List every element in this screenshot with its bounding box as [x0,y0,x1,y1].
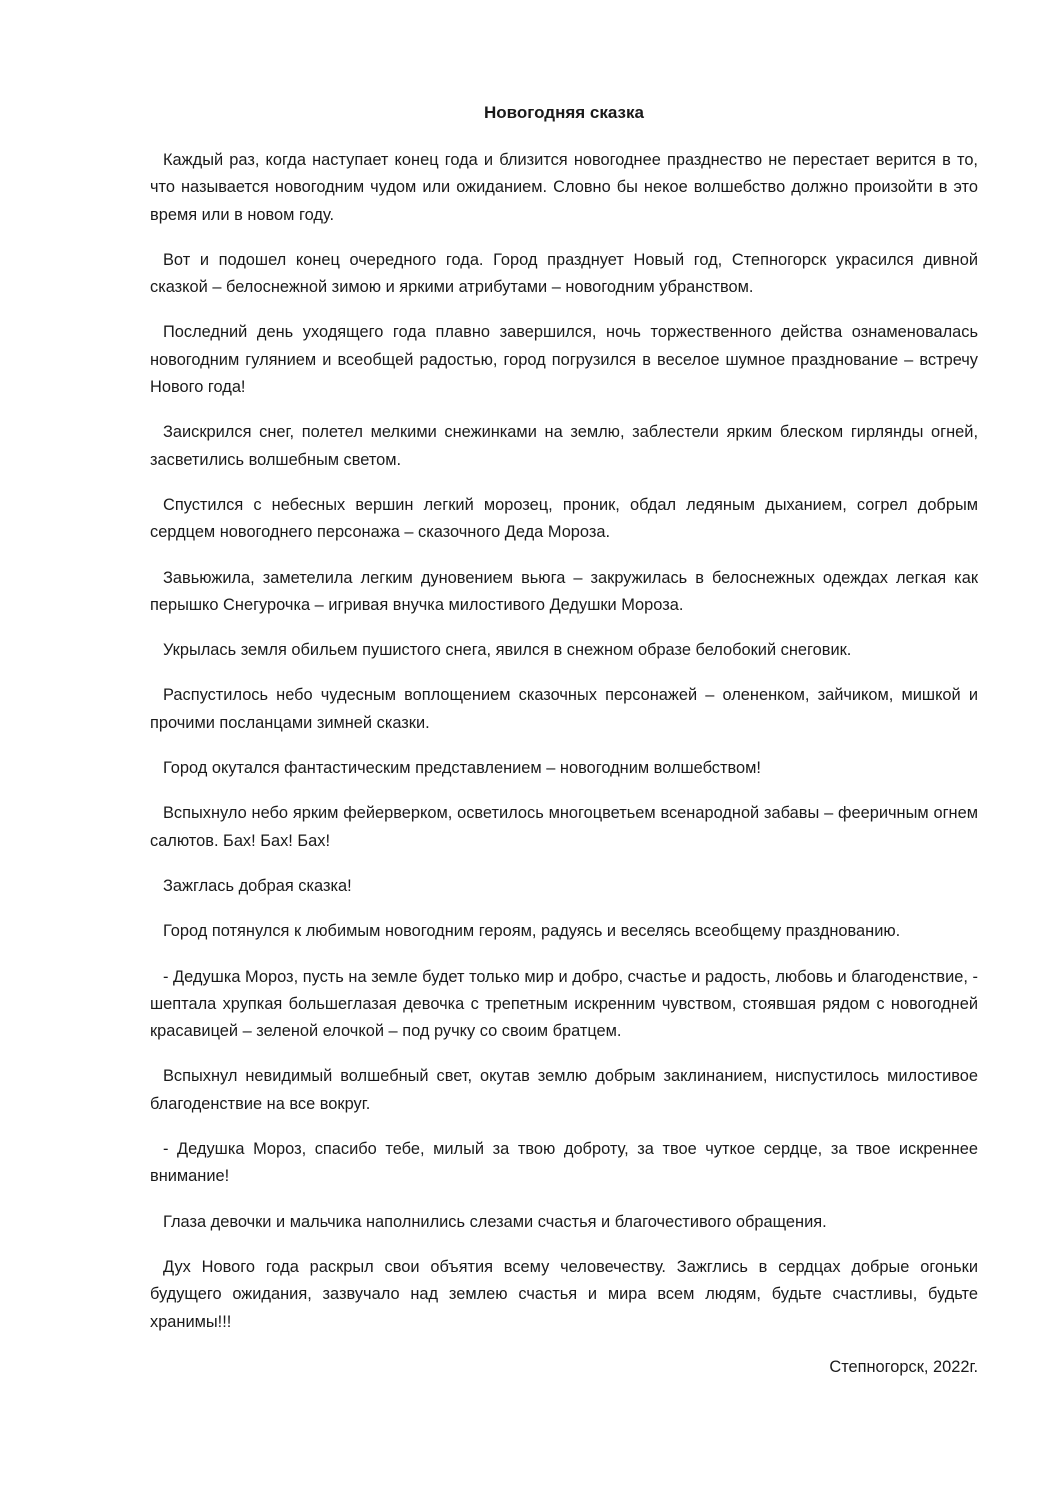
paragraph-2: Вот и подошел конец очередного года. Город празднует Новый год, Степногорск украсился дивной сказкой – белоснежной зимою и яркими атрибутами – новогодним убранством. [150,250,978,297]
paragraph-14: Вспыхнул невидимый волшебный свет, окутав землю добрым заклинанием, ниспустилось милостивое благоденствие на все вокруг. [150,1067,978,1113]
signature-place-date: Степногорск, 2022г. [829,1357,978,1376]
paragraph-7: Укрылась земля обильем пушистого снега, явился в снежном образе белобокий снеговик. [163,641,852,660]
document-title: Новогодняя сказка [484,103,644,122]
paragraph-4: Заискрился снег, полетел мелкими снежинками на землю, заблестели ярким блеском гирлянды огней, засветились волшебным светом. [150,423,978,469]
paragraph-10: Вспыхнуло небо ярким фейерверком, осветилось многоцветьем всенародной забавы – фееричным огнем салютов. Бах! Бах! Бах! [150,804,978,850]
paragraph-11: Зажглась добрая сказка! [163,876,352,895]
paragraph-16: Глаза девочки и мальчика наполнились слезами счастья и благочестивого обращения. [163,1212,827,1231]
paragraph-3: Последний день уходящего года плавно завершился, ночь торжественного действа ознаменовалась новогодним гулянием и всеобщей радостью, город погрузился в веселое шумное празднование – встречу Нового года! [150,323,978,397]
paragraph-15: - Дедушка Мороз, спасибо тебе, милый за твою доброту, за твое чуткое сердце, за твое искреннее внимание! [150,1140,978,1186]
document-page [150,100,978,1381]
paragraph-1: Каждый раз, когда наступает конец года и близится новогоднее празднество не перестает верится в то, что называется новогодним чудом или ожиданием. Словно бы некое волшебство должно произойти в это время или в новом году. [150,151,978,224]
paragraph-17: Дух Нового года раскрыл свои объятия всему человечеству. Зажглись в сердцах добрые огоньки будущего ожидания, зазвучало над землею счастья и мира всем людям, будьте счастливы, будьте хранимы!!! [150,1257,978,1331]
paragraph-9: Город окутался фантастическим представлением – новогодним волшебством! [163,759,761,778]
paragraph-6: Завьюжила, заметелила легким дуновением вьюга – закружилась в белоснежных одеждах легкая как перышко Снегурочка – игривая внучка милостивого Дедушки Мороза. [150,568,978,614]
paragraph-5: Спустился с небесных вершин легкий морозец, проник, обдал ледяным дыханием, согрел добрым сердцем новогоднего персонажа – сказочного Деда Мороза. [150,495,978,542]
paragraph-12: Город потянулся к любимым новогодним героям, радуясь и веселясь всеобщему празднованию. [163,922,901,941]
paragraph-13: - Дедушка Мороз, пусть на земле будет только мир и добро, счастье и радость, любовь и благоденствие, - шептала хрупкая большеглазая девочка с трепетным искренним чувством, стоявшая рядом с новогодней красавицей – зеленой елочкой – под ручку со своим братцем. [150,967,978,1041]
paragraph-8: Распустилось небо чудесным воплощением сказочных персонажей – олененком, зайчиком, мишкой и прочими посланцами зимней сказки. [150,686,978,732]
